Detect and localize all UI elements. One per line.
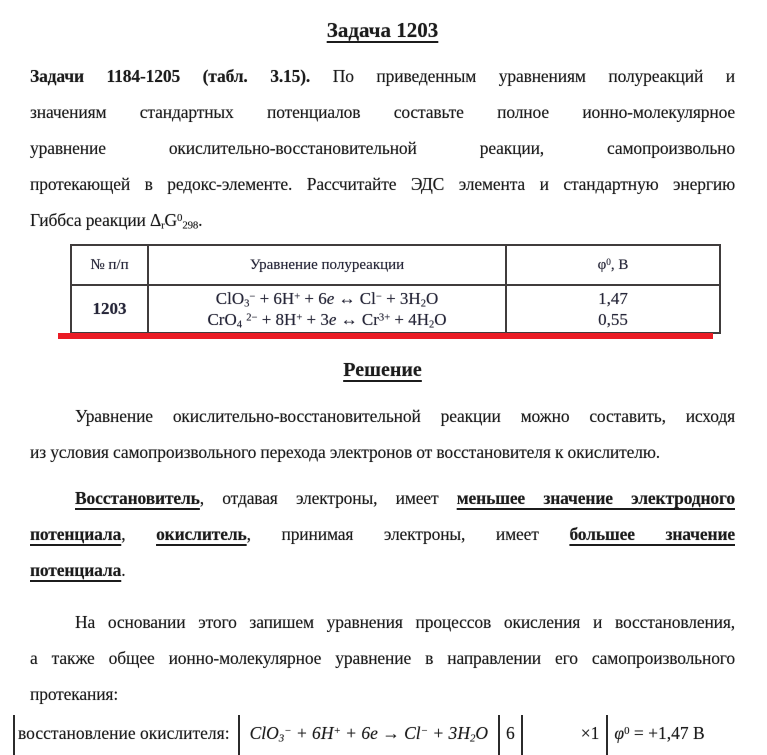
text-line: На основании этого запишем уравнения процессов окисления и восстановления, [75,612,735,632]
reduction-half-reaction-row [13,720,735,755]
solution-paragraph-3 [30,604,735,712]
text-line: протекания: [30,684,119,704]
red-underline [58,333,713,339]
page-title: Задача 1203 [326,18,439,42]
text-line: уравнение окислительно-восстановительной реакции, самопроизвольно [30,138,735,158]
solution-heading: Решение [343,359,422,381]
half-reaction-2: CrO$_4$ $^{2-}$ + 8H+ + 3e ↔ $Cr^{3+} + 4H_2O$ [207,310,447,331]
table-header-row [71,245,720,285]
text-line: из условия самопроизвольного перехода электронов от восстановителя к окислителю. [30,442,660,462]
half-reaction-1: ClO$_3$− + 6H+ + 6e ↔ $Cl^- + 3H_2O$ [215,289,439,310]
text-line: потенциала, окислитель, принимая электроны, имеет большее значение [30,524,735,544]
potentials-cell [506,285,720,333]
half-reactions-table [70,244,721,334]
text-line: Уравнение окислительно-восстановительной реакции можно составить, исходя [75,406,735,426]
solution-paragraph-2 [30,480,735,588]
potential-value-2: 0,55 [598,310,628,329]
matrix-bar-2 [498,715,500,755]
multiplier: ×1 [580,723,600,743]
text-line: а также общее ионно-молекулярное уравнение в направлении его самопроизвольного [30,648,735,668]
text-line: протекающей в редокс-элементе. Рассчитайте ЭДС элемента и стандартную энергию [30,174,735,194]
electron-count: 6 [506,723,515,743]
equations-cell [148,285,506,333]
solution-paragraph-1 [30,398,735,470]
matrix-bar-3 [521,715,523,755]
col-header-equation: Уравнение полуреакции [148,245,506,285]
col-header-number: № п/п [71,245,148,285]
problem-number-cell: 1203 [71,285,148,333]
matrix-bar-1 [238,715,240,755]
system-brace-bar [13,715,15,755]
matrix-bar-4 [606,715,608,755]
text-line: потенциала. [30,560,126,580]
electrode-potential: $\varphi^0 = +1,47$ В [614,723,705,743]
reduction-equation: $ClO_3^- + 6H^+ + 6e \to Cl^- + 3H_2O$ [249,723,489,745]
half-reactions-table-wrap [70,244,719,334]
col-header-potential: $\varphi^0$, В [506,245,720,285]
text-line: Задачи 1184-1205 (табл. 3.15). По приведенным уравнениям полуреакций и [30,66,735,86]
text-line: Гиббса реакции $\Delta_rG^0_{298}$. [30,210,203,232]
reduction-label: восстановление окислителя: [18,723,230,743]
potential-value-1: 1,47 [598,289,628,308]
text-line: Восстановитель, отдавая электроны, имеет меньшее значение электродного [75,488,735,508]
text-line: значениям стандартных потенциалов составьте полное ионно-молекулярное [30,102,735,122]
table-row [71,285,720,333]
problem-statement [30,58,735,238]
